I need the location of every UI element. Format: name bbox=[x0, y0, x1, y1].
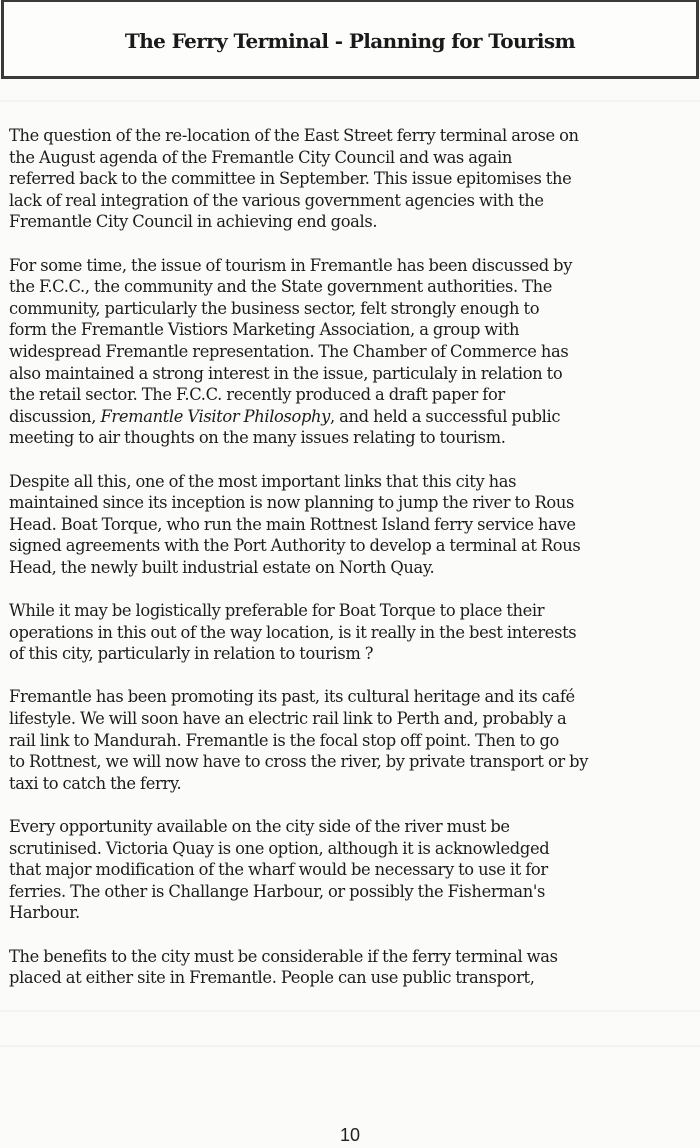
text-line: Fremantle has been promoting its past, its cultural heritage and its café bbox=[9, 687, 575, 707]
text-line: ferries. The other is Challange Harbour, or possibly the Fisherman's bbox=[9, 881, 545, 901]
text-line: lifestyle. We will soon have an electric rail link to Perth and, probably a bbox=[9, 709, 567, 729]
text-line: meeting to air thoughts on the many issues relating to tourism. bbox=[9, 428, 506, 448]
paragraph-1 bbox=[9, 125, 695, 233]
text-line: to Rottnest, we will now have to cross the river, by private transport or by bbox=[9, 752, 589, 772]
title-box bbox=[1, 0, 699, 79]
text-line bbox=[9, 406, 695, 428]
text-line: Head. Boat Torque, who run the main Rottnest Island ferry service have bbox=[9, 514, 576, 534]
paragraph-7 bbox=[9, 946, 695, 989]
text-line: the retail sector. The F.C.C. recently produced a draft paper for bbox=[9, 385, 505, 405]
text-line: the F.C.C., the community and the State government authorities. The bbox=[9, 277, 553, 297]
text-line: community, particularly the business sector, felt strongly enough to bbox=[9, 298, 540, 318]
text-line: scrutinised. Victoria Quay is one option, although it is acknowledged bbox=[9, 838, 550, 858]
text-line: The benefits to the city must be considerable if the ferry terminal was bbox=[9, 946, 558, 966]
text-line: taxi to catch the ferry. bbox=[9, 773, 182, 793]
paragraph-3 bbox=[9, 471, 695, 579]
text-line: Fremantle City Council in achieving end goals. bbox=[9, 212, 378, 232]
text-line: The question of the re-location of the East Street ferry terminal arose on bbox=[9, 126, 579, 145]
text-line: form the Fremantle Vistiors Marketing Association, a group with bbox=[9, 320, 520, 340]
text-line: also maintained a strong interest in the issue, particulaly in relation to bbox=[9, 363, 563, 383]
text-line: operations in this out of the way location, is it really in the best interests bbox=[9, 622, 577, 642]
scan-artifact bbox=[0, 100, 700, 102]
text-fragment: , and held a successful public bbox=[330, 406, 561, 426]
paragraph-4 bbox=[9, 600, 695, 665]
text-line: Every opportunity available on the city side of the river must be bbox=[9, 817, 510, 836]
publication-title: Fremantle Visitor Philosophy bbox=[100, 406, 331, 426]
text-line: rail link to Mandurah. Fremantle is the focal stop off point. Then to go bbox=[9, 730, 559, 750]
text-line: Head, the newly built industrial estate on North Quay. bbox=[9, 557, 435, 577]
page-number: 10 bbox=[339, 1125, 361, 1145]
text-fragment: discussion, bbox=[9, 406, 101, 426]
scan-artifact bbox=[0, 1045, 700, 1047]
page-title: The Ferry Terminal - Planning for Tourism bbox=[124, 29, 576, 53]
text-line: Harbour. bbox=[9, 903, 80, 923]
text-line: Despite all this, one of the most important links that this city has bbox=[9, 471, 517, 491]
text-line: widespread Fremantle representation. The Chamber of Commerce has bbox=[9, 341, 569, 361]
text-line: referred back to the committee in September. This issue epitomises the bbox=[9, 169, 572, 189]
text-line: signed agreements with the Port Authority to develop a terminal at Rous bbox=[9, 536, 581, 556]
text-line: maintained since its inception is now planning to jump the river to Rous bbox=[9, 493, 575, 513]
text-line: For some time, the issue of tourism in Fremantle has been discussed by bbox=[9, 255, 573, 275]
text-line: While it may be logistically preferable for Boat Torque to place their bbox=[9, 601, 545, 621]
text-line: placed at either site in Fremantle. People can use public transport, bbox=[9, 968, 535, 988]
text-line: lack of real integration of the various government agencies with the bbox=[9, 190, 544, 210]
paragraph-5 bbox=[9, 686, 695, 794]
text-line: the August agenda of the Fremantle City Council and was again bbox=[9, 147, 513, 167]
text-line: of this city, particularly in relation to tourism ? bbox=[9, 644, 374, 664]
paragraph-6 bbox=[9, 816, 695, 924]
article-body bbox=[9, 125, 695, 1010]
text-line: that major modification of the wharf would be necessary to use it for bbox=[9, 860, 548, 880]
paragraph-2 bbox=[9, 255, 695, 449]
